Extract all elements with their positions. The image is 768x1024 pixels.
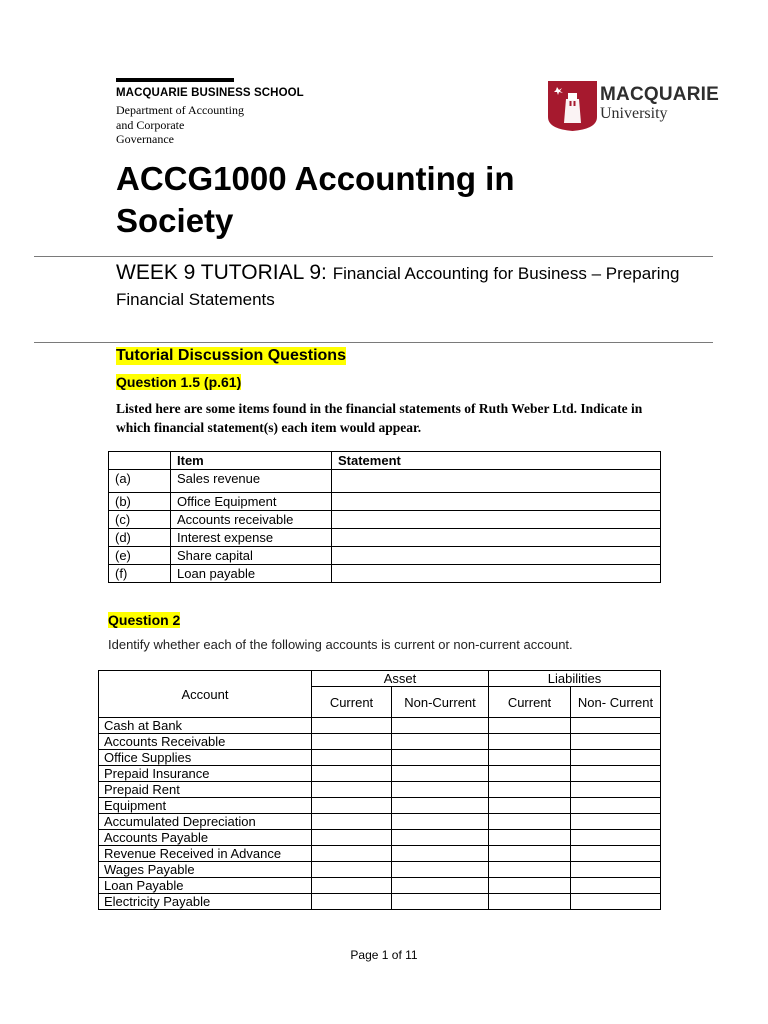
table-row bbox=[99, 894, 661, 910]
account-name: Accumulated Depreciation bbox=[99, 814, 312, 830]
classification-cell[interactable] bbox=[392, 766, 489, 782]
question-2-text: Identify whether each of the following accounts is current or non-current account. bbox=[108, 637, 573, 652]
page-number: Page 1 of 11 bbox=[350, 948, 418, 962]
classification-cell[interactable] bbox=[312, 814, 392, 830]
classification-cell[interactable] bbox=[392, 862, 489, 878]
account-name: Loan Payable bbox=[99, 878, 312, 894]
classification-cell[interactable] bbox=[571, 830, 661, 846]
item-name: Sales revenue bbox=[171, 470, 332, 493]
classification-cell[interactable] bbox=[489, 878, 571, 894]
item-name: Loan payable bbox=[171, 565, 332, 583]
table-row bbox=[99, 862, 661, 878]
classification-cell[interactable] bbox=[392, 734, 489, 750]
table-header-row bbox=[109, 452, 661, 470]
week-label: WEEK 9 TUTORIAL 9: bbox=[116, 261, 333, 284]
account-name: Prepaid Insurance bbox=[99, 766, 312, 782]
classification-cell[interactable] bbox=[392, 878, 489, 894]
account-name: Equipment bbox=[99, 798, 312, 814]
divider bbox=[34, 342, 713, 343]
classification-cell[interactable] bbox=[489, 782, 571, 798]
table-row bbox=[109, 547, 661, 565]
classification-cell[interactable] bbox=[312, 846, 392, 862]
account-name: Cash at Bank bbox=[99, 718, 312, 734]
classification-cell[interactable] bbox=[392, 830, 489, 846]
department-line: Governance bbox=[116, 132, 174, 146]
classification-cell[interactable] bbox=[571, 846, 661, 862]
asset-header: Asset bbox=[312, 671, 489, 687]
classification-cell[interactable] bbox=[489, 846, 571, 862]
classification-cell[interactable] bbox=[489, 798, 571, 814]
table-row bbox=[99, 830, 661, 846]
classification-cell[interactable] bbox=[392, 846, 489, 862]
classification-cell[interactable] bbox=[392, 798, 489, 814]
statement-cell[interactable] bbox=[332, 565, 661, 583]
classification-cell[interactable] bbox=[392, 718, 489, 734]
item-letter: (e) bbox=[109, 547, 171, 565]
classification-cell[interactable] bbox=[571, 894, 661, 910]
classification-cell[interactable] bbox=[392, 750, 489, 766]
table-row bbox=[109, 565, 661, 583]
classification-cell[interactable] bbox=[312, 782, 392, 798]
classification-cell[interactable] bbox=[392, 782, 489, 798]
classification-cell[interactable] bbox=[489, 830, 571, 846]
classification-cell[interactable] bbox=[571, 718, 661, 734]
item-name: Accounts receivable bbox=[171, 511, 332, 529]
statement-cell[interactable] bbox=[332, 470, 661, 493]
classification-cell[interactable] bbox=[312, 894, 392, 910]
section-heading: Tutorial Discussion Questions bbox=[116, 347, 346, 364]
table-header: Item bbox=[171, 452, 332, 470]
classification-cell[interactable] bbox=[571, 766, 661, 782]
account-name: Revenue Received in Advance bbox=[99, 846, 312, 862]
classification-cell[interactable] bbox=[489, 718, 571, 734]
divider bbox=[34, 256, 713, 257]
account-header: Account bbox=[99, 671, 312, 718]
item-letter: (d) bbox=[109, 529, 171, 547]
statement-cell[interactable] bbox=[332, 511, 661, 529]
classification-cell[interactable] bbox=[312, 718, 392, 734]
item-name: Office Equipment bbox=[171, 493, 332, 511]
classification-cell[interactable] bbox=[392, 814, 489, 830]
classification-cell[interactable] bbox=[489, 814, 571, 830]
account-name: Prepaid Rent bbox=[99, 782, 312, 798]
classification-cell[interactable] bbox=[489, 750, 571, 766]
week-heading bbox=[116, 260, 696, 312]
week-subtitle: Financial Accounting for Business – Preparing Financial Statements bbox=[116, 264, 680, 309]
table-row bbox=[109, 511, 661, 529]
non-current-liability-header: Non- Current bbox=[571, 687, 661, 718]
table-row bbox=[99, 798, 661, 814]
department-line: and Corporate bbox=[116, 117, 185, 132]
classification-cell[interactable] bbox=[571, 782, 661, 798]
statement-cell[interactable] bbox=[332, 529, 661, 547]
table-row bbox=[109, 493, 661, 511]
classification-cell[interactable] bbox=[312, 862, 392, 878]
logo-subtitle: University bbox=[600, 105, 668, 122]
table-row bbox=[109, 470, 661, 493]
table-header: Statement bbox=[332, 452, 661, 470]
account-name: Wages Payable bbox=[99, 862, 312, 878]
classification-cell[interactable] bbox=[312, 878, 392, 894]
question-1-intro: Listed here are some items found in the financial statements of Ruth Weber Ltd. Indicate in which financial statement(s) each item would appear. bbox=[116, 401, 643, 435]
question-2-heading: Question 2 bbox=[108, 612, 181, 628]
classification-cell[interactable] bbox=[312, 798, 392, 814]
department-line: Department of Accounting bbox=[116, 103, 244, 117]
question-1-heading: Question 1.5 (p.61) bbox=[116, 374, 242, 390]
current-asset-header: Current bbox=[312, 687, 392, 718]
item-letter: (b) bbox=[109, 493, 171, 511]
statement-cell[interactable] bbox=[332, 547, 661, 565]
statement-cell[interactable] bbox=[332, 493, 661, 511]
account-name: Electricity Payable bbox=[99, 894, 312, 910]
department-name bbox=[116, 103, 244, 147]
school-name: MACQUARIE BUSINESS SCHOOL bbox=[116, 87, 304, 99]
classification-cell[interactable] bbox=[489, 766, 571, 782]
item-letter: (c) bbox=[109, 511, 171, 529]
classification-cell[interactable] bbox=[571, 814, 661, 830]
classification-cell[interactable] bbox=[571, 798, 661, 814]
table-row bbox=[99, 734, 661, 750]
classification-cell[interactable] bbox=[571, 750, 661, 766]
table-row bbox=[99, 878, 661, 894]
table-row bbox=[99, 814, 661, 830]
classification-cell[interactable] bbox=[489, 894, 571, 910]
table-row bbox=[99, 718, 661, 734]
table-row bbox=[99, 766, 661, 782]
classification-cell[interactable] bbox=[312, 766, 392, 782]
classification-table bbox=[98, 670, 661, 910]
table-row bbox=[99, 846, 661, 862]
logo-wordmark: MACQUARIE bbox=[600, 84, 719, 105]
classification-cell[interactable] bbox=[312, 734, 392, 750]
account-name: Accounts Payable bbox=[99, 830, 312, 846]
classification-cell[interactable] bbox=[571, 862, 661, 878]
classification-cell[interactable] bbox=[312, 750, 392, 766]
table-row bbox=[109, 529, 661, 547]
table-row bbox=[99, 750, 661, 766]
classification-cell[interactable] bbox=[392, 894, 489, 910]
current-liability-header: Current bbox=[489, 687, 571, 718]
non-current-asset-header: Non-Current bbox=[392, 687, 489, 718]
classification-cell[interactable] bbox=[571, 878, 661, 894]
classification-cell[interactable] bbox=[312, 830, 392, 846]
table-row bbox=[99, 782, 661, 798]
table-header bbox=[109, 452, 171, 470]
account-name: Office Supplies bbox=[99, 750, 312, 766]
statement-table bbox=[108, 451, 661, 583]
classification-cell[interactable] bbox=[489, 862, 571, 878]
item-letter: (a) bbox=[109, 470, 171, 493]
item-name: Share capital bbox=[171, 547, 332, 565]
liabilities-header: Liabilities bbox=[489, 671, 661, 687]
header-rule bbox=[116, 78, 234, 82]
item-name: Interest expense bbox=[171, 529, 332, 547]
course-title: ACCG1000 Accounting in Society bbox=[116, 160, 515, 239]
item-letter: (f) bbox=[109, 565, 171, 583]
classification-cell[interactable] bbox=[489, 734, 571, 750]
account-name: Accounts Receivable bbox=[99, 734, 312, 750]
classification-cell[interactable] bbox=[571, 734, 661, 750]
table-header-row bbox=[99, 671, 661, 687]
